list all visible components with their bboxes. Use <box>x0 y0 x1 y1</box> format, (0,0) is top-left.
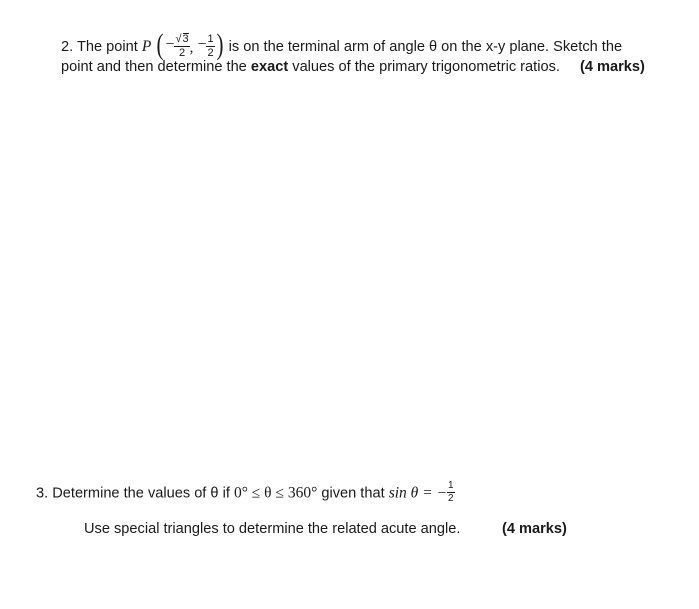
q3-line-1 <box>36 482 455 505</box>
q2-line2-pre: point and then determine the <box>61 59 247 75</box>
y-denominator: 2 <box>207 46 214 59</box>
q2-line2-post: values of the primary trigonometric ratios. <box>292 59 560 75</box>
x-denominator: 2 <box>178 47 186 59</box>
q3-range: 0° ≤ θ ≤ 360° <box>233 484 318 502</box>
open-paren: ( <box>156 28 164 61</box>
q3-sin-expression: sin θ = − <box>388 484 447 502</box>
y-coordinate-fraction <box>206 34 214 59</box>
y-numerator: 1 <box>207 32 214 45</box>
q3-lead: Determine the values of θ if <box>52 485 230 502</box>
q2-number: 2. <box>61 38 74 55</box>
q3-fraction <box>447 481 455 504</box>
q3-marks: (4 marks) <box>502 521 567 537</box>
q3-instruction: Use special triangles to determine the related acute angle. <box>84 521 461 537</box>
x-coordinate-fraction: $\frac{√3}{2}$ <box>175 33 189 59</box>
x-numerator-root: 3 <box>182 33 189 45</box>
q2-marks: (4 marks) <box>580 59 645 75</box>
q3-frac-numerator: 1 <box>447 480 454 491</box>
q2-lead: The point <box>76 38 138 55</box>
q2-line1-tail: is on the terminal arm of angle θ on the x-y plane. Sketch the <box>228 38 623 55</box>
q3-frac-denominator: 2 <box>447 493 454 504</box>
q2-line-2 <box>61 58 560 76</box>
point-label: P <box>141 37 152 55</box>
coordinate-comma: , <box>189 40 194 56</box>
q3-given: given that <box>321 485 385 502</box>
close-paren: ) <box>216 28 224 61</box>
q2-marks-wrap <box>580 58 645 76</box>
q3-instruction-wrap <box>84 520 460 538</box>
q3-number: 3. <box>36 485 49 502</box>
minus-sign: − <box>197 36 207 53</box>
q3-marks-wrap <box>502 520 567 538</box>
minus-sign: − <box>165 36 175 53</box>
q2-exact-emphasis: exact <box>250 59 289 75</box>
